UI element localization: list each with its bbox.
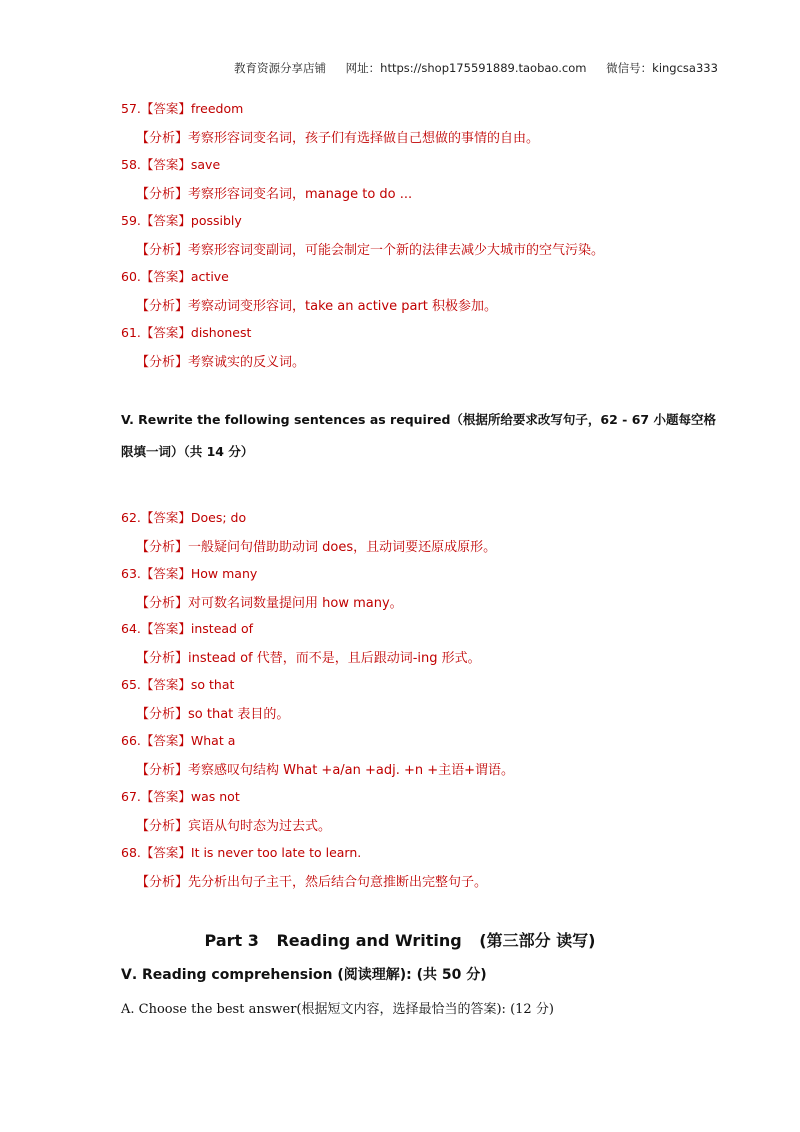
page-header xyxy=(234,60,734,76)
section-heading-line2: 限填一词）（共 14 分） xyxy=(121,444,254,459)
part-title-en: Reading and Writing xyxy=(276,931,462,950)
part-title xyxy=(0,928,800,951)
answer-line: 68.【答案】It is never too late to learn. xyxy=(121,845,362,860)
analysis-line: 【分析】instead of 代替，而不是，且后跟动词-ing 形式。 xyxy=(136,651,481,666)
answer-line: 59.【答案】possibly xyxy=(121,213,242,228)
reading-instruction: A. Choose the best answer(根据短文内容，选择最恰当的答案): (12 分) xyxy=(121,1002,554,1017)
reading-heading: Ⅴ. Reading comprehension (阅读理解): (共 50 分) xyxy=(121,967,487,983)
analysis-line: 【分析】考察形容词变名词，manage to do ... xyxy=(136,187,413,202)
header-shop: 教育资源分享店铺 xyxy=(234,61,326,75)
analysis-line: 【分析】宾语从句时态为过去式。 xyxy=(136,819,332,834)
answer-line: 65.【答案】so that xyxy=(121,677,235,692)
answer-line: 60.【答案】active xyxy=(121,269,229,284)
answer-line: 63.【答案】How many xyxy=(121,566,258,581)
analysis-line: 【分析】先分析出句子主干，然后结合句意推断出完整句子。 xyxy=(136,875,488,890)
part-title-cn: (第三部分 读写) xyxy=(479,931,596,950)
header-wechat: 微信号：kingcsa333 xyxy=(606,61,718,75)
part-label: Part 3 xyxy=(204,931,259,950)
answer-line: 62.【答案】Does; do xyxy=(121,510,247,525)
answer-line: 66.【答案】What a xyxy=(121,733,236,748)
answer-line: 67.【答案】was not xyxy=(121,789,240,804)
answer-line: 61.【答案】dishonest xyxy=(121,325,252,340)
header-url: 网址：https://shop175591889.taobao.com xyxy=(345,61,587,75)
analysis-line: 【分析】考察感叹句结构 What +a/an +adj. +n +主语+谓语。 xyxy=(136,763,515,778)
analysis-line: 【分析】so that 表目的。 xyxy=(136,707,290,722)
analysis-line: 【分析】对可数名词数量提问用 how many。 xyxy=(136,596,403,611)
analysis-line: 【分析】一般疑问句借助助动词 does，且动词要还原成原形。 xyxy=(136,540,497,555)
answer-line: 58.【答案】save xyxy=(121,157,221,172)
analysis-line: 【分析】考察诚实的反义词。 xyxy=(136,355,306,370)
analysis-line: 【分析】考察形容词变名词，孩子们有选择做自己想做的事情的自由。 xyxy=(136,131,540,146)
answer-line: 64.【答案】instead of xyxy=(121,621,253,636)
analysis-line: 【分析】考察形容词变副词，可能会制定一个新的法律去减少大城市的空气污染。 xyxy=(136,243,605,258)
answer-line: 57.【答案】freedom xyxy=(121,101,244,116)
analysis-line: 【分析】考察动词变形容词，take an active part 积极参加。 xyxy=(136,299,498,314)
section-heading-line1: V. Rewrite the following sentences as required（根据所给要求改写句子，62 - 67 小题每空格 xyxy=(121,412,716,427)
